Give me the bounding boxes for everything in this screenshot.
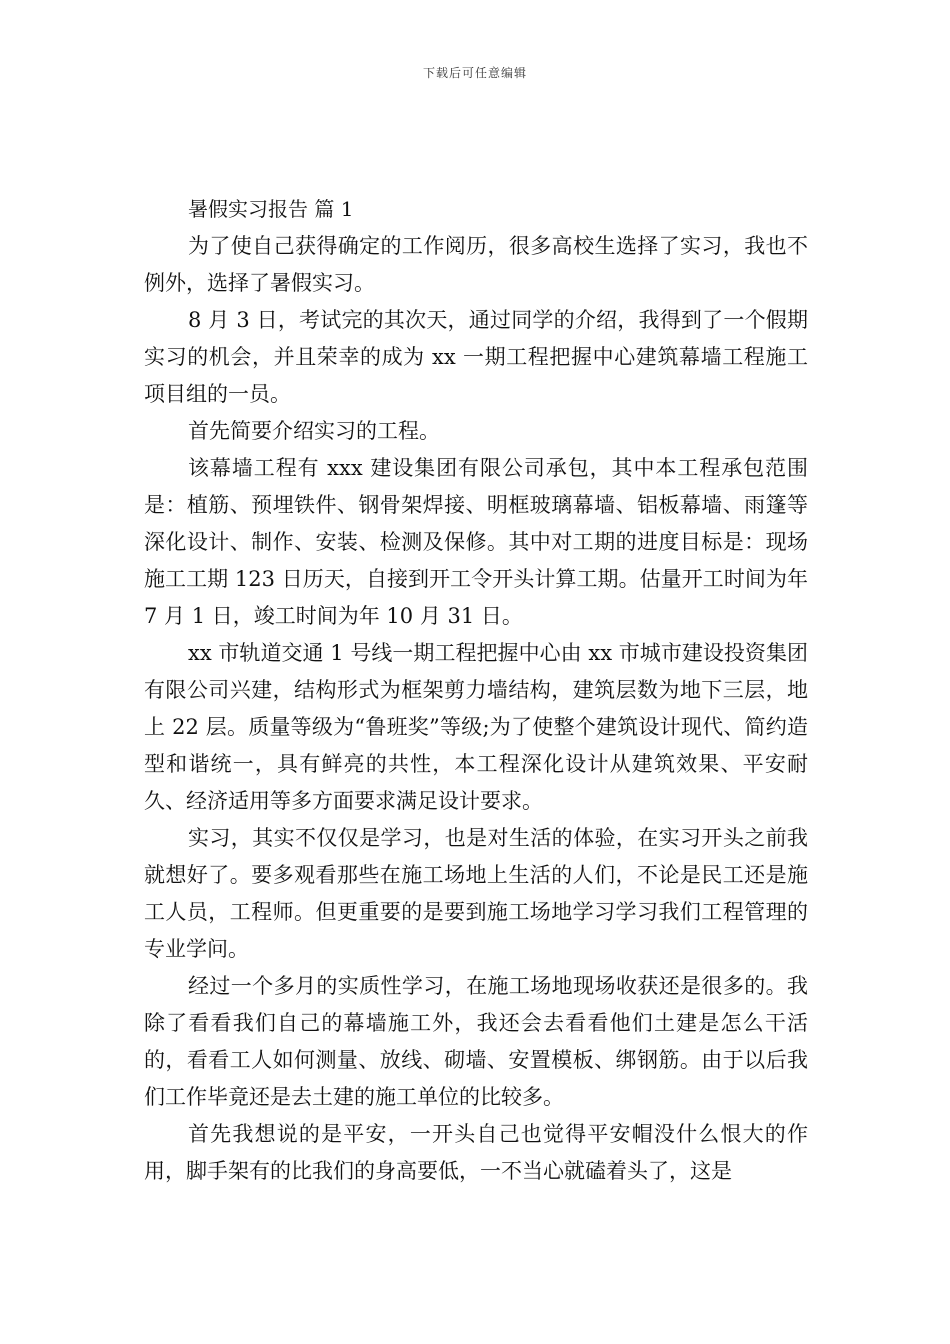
paragraph: 8 月 3 日，考试完的其次天，通过同学的介绍，我得到了一个假期实习的机会，并且荣幸的成为 xx 一期工程把握中心建筑幕墙工程施工项目组的一员。 — [144, 308, 808, 406]
page-header: 下载后可任意编辑 — [422, 66, 527, 80]
paragraph: 该幕墙工程有 xxx 建设集团有限公司承包，其中本工程承包范围是：植筋、预埋铁件、钢骨架焊接、明框玻璃幕墙、铝板幕墙、雨篷等深化设计、制作、安装、检测及保修。其中对工期的进度目标是：现场施工工期 123 日历天，自接到开工令开头计算工期。估量开工时间为年 7 月 1 日，竣工时间为年 10 月 31 日。 — [144, 456, 808, 628]
paragraph: 首先简要介绍实习的工程。 — [188, 419, 440, 443]
paragraph: xx 市轨道交通 1 号线一期工程把握中心由 xx 市城市建设投资集团有限公司兴建，结构形式为框架剪力墙结构，建筑层数为地下三层，地上 22 层。质量等级为“鲁班奖”等级;为了使整个建筑设计现代、简约造型和谐统一，具有鲜亮的共性，本工程深化设计从建筑效果、平安耐久、经济适用等多方面要求满足设计要求。 — [144, 641, 808, 813]
paragraph: 经过一个多月的实质性学习，在施工场地现场收获还是很多的。我除了看看我们自己的幕墙施工外，我还会去看看他们土建是怎么干活的，看看工人如何测量、放线、砌墙、安置模板、绑钢筋。由于以后我们工作毕竟还是去土建的施工单位的比较多。 — [144, 974, 808, 1109]
document-body — [144, 194, 808, 1190]
document-title: 暑假实习报告 篇 1 — [188, 197, 354, 221]
paragraph: 首先我想说的是平安，一开头自己也觉得平安帽没什么恨大的作用，脚手架有的比我们的身高要低，一不当心就磕着头了，这是 — [144, 1122, 808, 1183]
paragraph: 为了使自己获得确定的工作阅历，很多高校生选择了实习，我也不例外，选择了暑假实习。 — [144, 234, 808, 295]
paragraph: 实习，其实不仅仅是学习，也是对生活的体验，在实习开头之前我就想好了。要多观看那些在施工场地上生活的人们，不论是民工还是施工人员，工程师。但更重要的是要到施工场地学习学习我们工程管理的专业学问。 — [144, 826, 808, 961]
